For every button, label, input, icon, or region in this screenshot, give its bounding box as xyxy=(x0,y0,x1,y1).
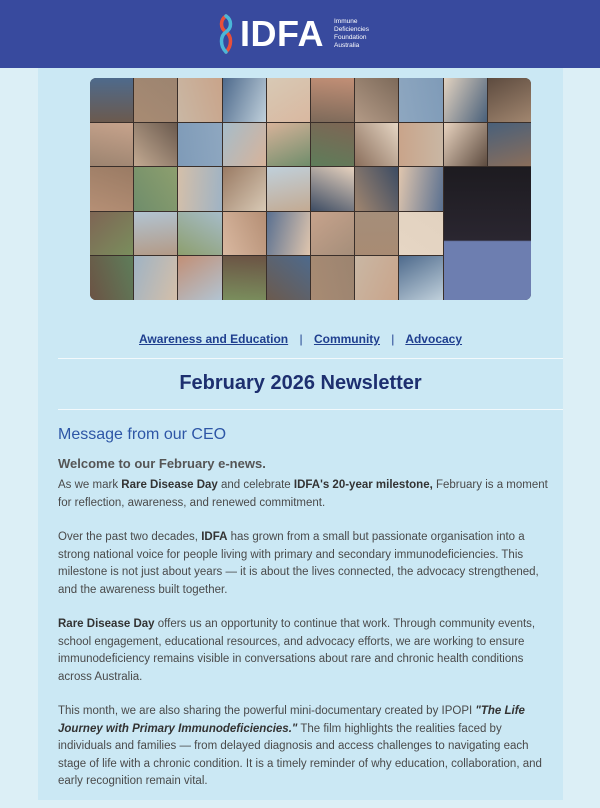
collage-photo xyxy=(399,256,442,300)
p2-text-end: has grown from a small but passionate organisation into a strong national voice for people living with primary and secondary immunodeficiencies. This milestone is not just about years — it is about the lives connected, the advocacy strengthened, and the awareness built together. xyxy=(58,531,539,596)
collage-photo xyxy=(223,78,266,122)
ceo-message-heading: Message from our CEO xyxy=(58,426,227,443)
p4-text-end: The film highlights the realities faced by individuals and families — from delayed diagnosis and access challenges to navigating each stage of life with a chronic condition. It is a timely reminder of why education, collaboration, and early recognition remain vital. xyxy=(58,722,542,787)
collage-photo xyxy=(355,78,398,122)
newsletter-title: February 2026 Newsletter xyxy=(179,372,422,394)
collage-photo xyxy=(267,78,310,122)
p1-bold-rare-disease-day: Rare Disease Day xyxy=(121,479,218,491)
collage-photo xyxy=(488,123,531,167)
p2-text: Over the past two decades, xyxy=(58,531,202,543)
collage-photo xyxy=(399,78,442,122)
collage-photo xyxy=(178,167,221,211)
newsletter-body xyxy=(38,68,563,800)
collage-photo xyxy=(90,167,133,211)
topic-nav xyxy=(38,332,563,346)
welcome-line: Welcome to our February e-news. xyxy=(58,456,266,471)
collage-photo xyxy=(134,212,177,256)
p4-film-title: "The Life Journey with Primary Immunodeficiencies." xyxy=(58,705,525,735)
p1-text: As we mark xyxy=(58,479,122,491)
collage-photo xyxy=(355,167,398,211)
featured-child-photo xyxy=(444,167,531,300)
collage-photo xyxy=(90,212,133,256)
collage-photo xyxy=(178,256,221,300)
collage-photo xyxy=(488,78,531,122)
collage-photo xyxy=(267,167,310,211)
nav-link-awareness-education[interactable]: Awareness and Education xyxy=(138,332,289,346)
collage-photo xyxy=(311,123,354,167)
collage-photo xyxy=(134,256,177,300)
collage-photo xyxy=(267,123,310,167)
brand-name: IDFA xyxy=(239,13,324,54)
collage-photo xyxy=(223,256,266,300)
p3-bold-rare-disease-day: Rare Disease Day xyxy=(58,618,155,630)
newsletter-header xyxy=(0,0,600,68)
collage-photo xyxy=(223,212,266,256)
collage-photo xyxy=(134,123,177,167)
collage-photo xyxy=(311,167,354,211)
p4-text: This month, we are also sharing the powerful mini-documentary created by IPOPI xyxy=(58,705,476,717)
collage-photo xyxy=(399,167,442,211)
nav-separator: | xyxy=(299,332,303,346)
p3-text: offers us an opportunity to continue that work. Through community events, school engagement, educational resources, and advocacy efforts, we are working to ensure immunodeficiency remains visible in conversations about rare and chronic health conditions across Australia. xyxy=(58,618,536,683)
collage-photo xyxy=(267,256,310,300)
paragraph-milestone xyxy=(58,477,558,512)
collage-photo xyxy=(223,167,266,211)
collage-photo xyxy=(90,78,133,122)
collage-photo xyxy=(311,78,354,122)
collage-photo xyxy=(311,256,354,300)
divider-bottom xyxy=(58,409,563,410)
p2-bold-idfa: IDFA xyxy=(201,531,228,543)
p1-text-end: February is a moment for reflection, awareness, and renewed commitment. xyxy=(58,479,548,509)
nav-link-community[interactable]: Community xyxy=(313,332,380,346)
paragraph-two-decades xyxy=(58,529,558,599)
collage-photo xyxy=(90,123,133,167)
paragraph-documentary xyxy=(58,703,558,791)
brand-tagline: Immune Deficiencies Foundation Australia xyxy=(334,18,370,49)
community-photo-collage xyxy=(90,78,531,300)
collage-photo xyxy=(267,212,310,256)
collage-photo xyxy=(178,78,221,122)
collage-photo xyxy=(444,123,487,167)
idfa-logo[interactable] xyxy=(218,14,382,54)
divider-top xyxy=(58,358,563,359)
collage-photo xyxy=(134,167,177,211)
collage-photo xyxy=(223,123,266,167)
paragraph-rare-disease-day xyxy=(58,616,558,686)
collage-photo xyxy=(399,212,442,256)
p1-text-mid: and celebrate xyxy=(217,479,294,491)
nav-separator: | xyxy=(391,332,395,346)
collage-photo xyxy=(355,212,398,256)
ribbon-icon xyxy=(218,14,234,54)
collage-photo xyxy=(311,212,354,256)
collage-photo xyxy=(134,78,177,122)
collage-photo xyxy=(444,78,487,122)
p1-bold-milestone: IDFA's 20-year milestone, xyxy=(293,479,433,491)
collage-photo xyxy=(178,123,221,167)
collage-photo xyxy=(90,256,133,300)
nav-link-advocacy[interactable]: Advocacy xyxy=(405,332,463,346)
collage-photo xyxy=(355,123,398,167)
collage-photo xyxy=(355,256,398,300)
collage-photo xyxy=(178,212,221,256)
collage-photo xyxy=(399,123,442,167)
ceo-message-section xyxy=(58,426,558,808)
